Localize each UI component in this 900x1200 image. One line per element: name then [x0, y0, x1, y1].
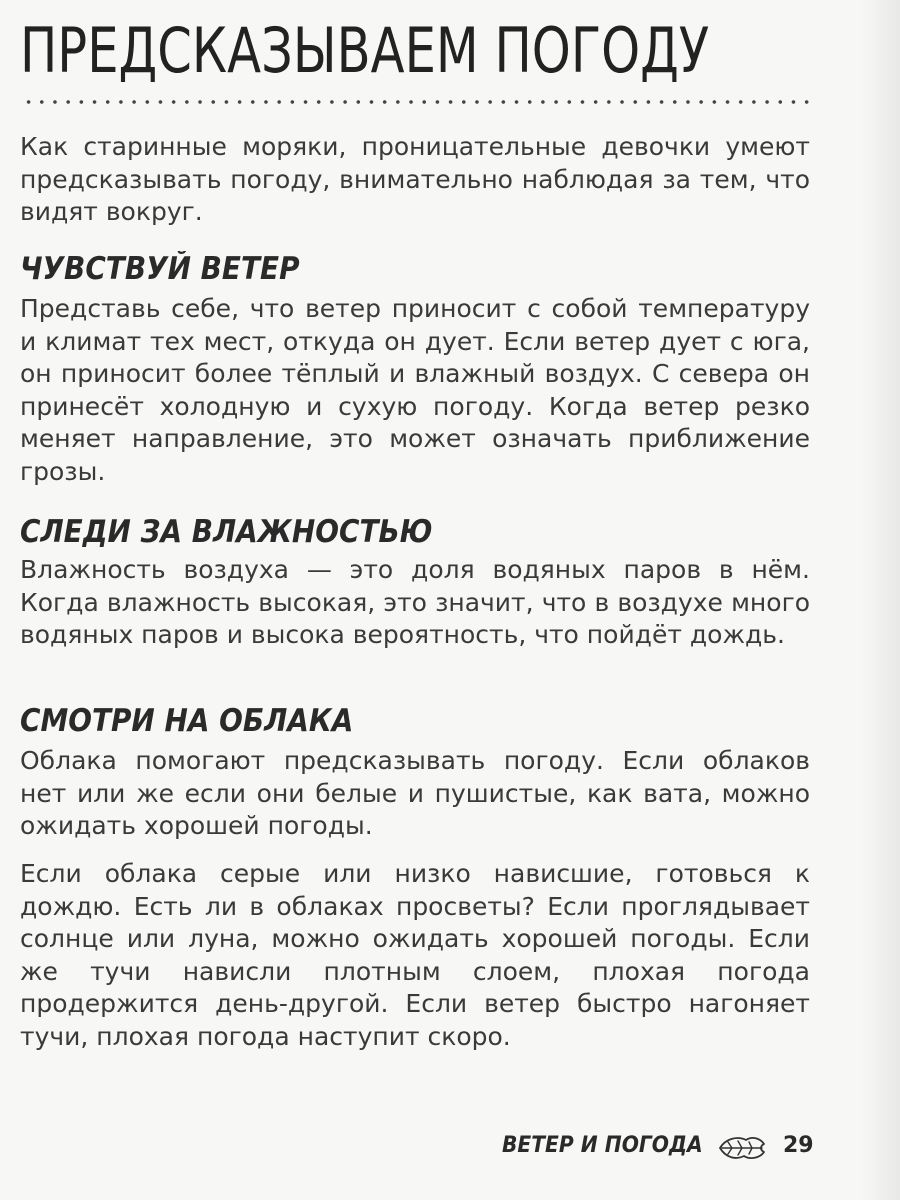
section-paragraph-wind: Представь себе, что ветер приносит с собой температуру и климат тех мест, откуда он дует. Если ветер дует с юга, он приносит более тёплый и влажный воздух. С севера он принесёт холодную и сухую погоду. Когда ветер резко меняет направление, это может означать приближение грозы.: [20, 294, 810, 486]
dotted-divider: [22, 99, 812, 105]
page-number: 29: [783, 1133, 814, 1158]
intro-paragraph: Как старинные моряки, проницательные девочки умеют предсказывать погоду, внимательно наблюдая за тем, что видят вокруг.: [20, 132, 810, 227]
section-paragraph-clouds-2: Если облака серые или низко нависшие, готовься к дождю. Есть ли в облаках просветы? Если проглядывает солнце или луна, можно ожидать хорошей погоды. Если же тучи нависли плотным слоем, плохая погода продержится день-другой. Если ветер быстро нагоняет тучи, плохая погода наступит скоро.: [20, 859, 810, 1051]
footer-chapter-title: ВЕТЕР И ПОГОДА: [502, 1133, 703, 1158]
section-heading-humidity: СЛЕДИ ЗА ВЛАЖНОСТЬЮ: [20, 514, 433, 550]
section-paragraph-humidity: Влажность воздуха — это доля водяных паров в нём. Когда влажность высокая, это значит, что в воздухе много водяных паров и высока вероятность, что пойдёт дождь.: [20, 555, 810, 650]
section-heading-clouds: СМОТРИ НА ОБЛАКА: [20, 703, 354, 739]
leaf-icon: [716, 1134, 768, 1162]
page-title: ПРЕДСКАЗЫВАЕМ ПОГОДУ: [20, 14, 710, 87]
page-edge-shadow: [860, 0, 900, 1200]
section-paragraph-clouds-1: Облака помогают предсказывать погоду. Если облаков нет или же если они белые и пушистые, как вата, можно ожидать хорошей погоды.: [20, 746, 810, 841]
section-heading-wind: ЧУВСТВУЙ ВЕТЕР: [20, 251, 300, 287]
